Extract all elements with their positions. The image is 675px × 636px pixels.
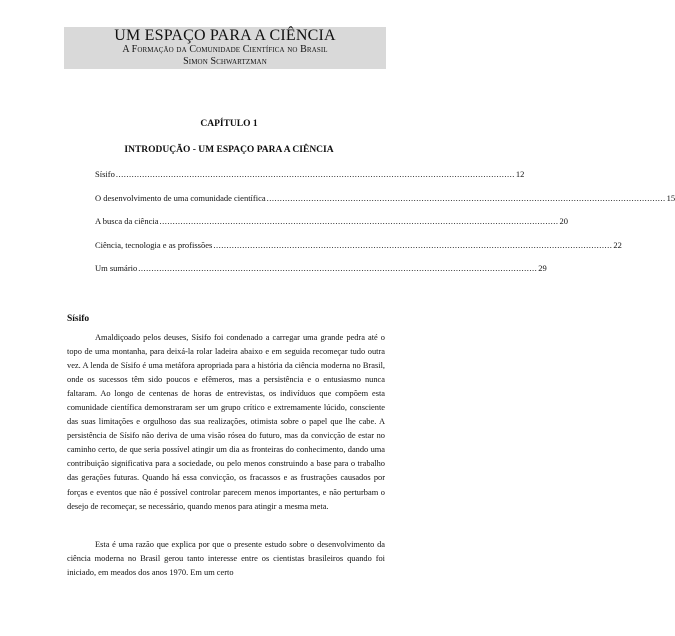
toc-entry-busca[interactable]: [95, 216, 568, 240]
book-author: Simon Schwartzman: [183, 56, 267, 67]
document-header: [64, 27, 386, 69]
toc-entry-page: 12: [515, 169, 525, 179]
toc-entry-label: Ciência, tecnologia e as profissões: [95, 239, 213, 250]
toc-entry-page: 29: [538, 263, 547, 273]
toc-entry-sisifo[interactable]: [95, 169, 525, 193]
toc-entry-label: Sísifo: [95, 169, 115, 179]
toc-entry-desenvolvimento[interactable]: [95, 192, 675, 217]
book-title: UM ESPAÇO PARA A CIÊNCIA: [114, 27, 336, 44]
toc-leader-dots: ........................................................................................................................................................: [138, 263, 538, 273]
toc-leader-dots: ........................................................................................................................................................: [213, 239, 613, 250]
book-subtitle: A Formação da Comunidade Científica no Brasil: [122, 44, 328, 55]
toc-entry-label: A busca da ciência: [95, 216, 159, 226]
body-paragraph: Esta é uma razão que explica por que o presente estudo sobre o desenvolvimento da ciência moderna no Brasil gerou tanto interesse entre os cientistas brasileiros quando foi iniciado, em meados dos anos 1970. Em um certo: [67, 540, 385, 578]
toc-leader-dots: ........................................................................................................................................................: [266, 192, 666, 203]
toc-entry-label: Um sumário: [95, 263, 138, 273]
table-of-contents: [95, 169, 675, 287]
toc-entry-sumario[interactable]: [95, 263, 547, 287]
toc-entry-ciencia-tecnologia[interactable]: [95, 239, 622, 264]
toc-leader-dots: ........................................................................................................................................................: [159, 216, 559, 226]
toc-leader-dots: ........................................................................................................................................................: [115, 169, 515, 179]
toc-entry-page: 15: [666, 192, 675, 203]
chapter-title: INTRODUÇÃO - UM ESPAÇO PARA A CIÊNCIA: [124, 145, 334, 155]
body-paragraph: Amaldiçoado pelos deuses, Sísifo foi condenado a carregar uma grande pedra até o topo de uma montanha, para deixá-la rolar ladeira abaixo e em seguida recomeçar tudo outra vez. A lenda de Sísifo é uma metáfora apropriada para a história da ciência moderna no Brasil, onde os sucessos têm sido poucos e efêmeros, mas a persistência e o entusiasmo nunca faltaram. Ao longo de centenas de horas de entrevistas, os indivíduos que compõem esta comunidade científica demonstraram ser um grupo crítico e extremamente lúcido, consciente das suas limitações e orgulhoso das sua realizações, otimista sobre o papel que lhe cabe. A persistência de Sísifo não deriva de uma visão rósea do futuro, mas da convicção de estar no caminho certo, de que seria possível atingir um dia as fronteiras do conhecimento, dando uma contribuição significativa para a sociedade, ou pelo menos construindo a base para o trabalho das gerações futuras. Quando há essa convicção, os fracassos e as frustrações causados por forças e eventos que não é possível controlar parecem menos importantes, e não perturbam o desejo de recomeçar, se necessário, quando menos para atingir a mesma meta.: [67, 333, 385, 511]
toc-entry-page: 22: [613, 239, 622, 250]
toc-entry-page: 20: [559, 216, 568, 226]
chapter-number: CAPÍTULO 1: [200, 119, 258, 129]
toc-entry-label: O desenvolvimento de uma comunidade científica: [95, 192, 266, 203]
section-heading: Sísifo: [67, 314, 90, 324]
